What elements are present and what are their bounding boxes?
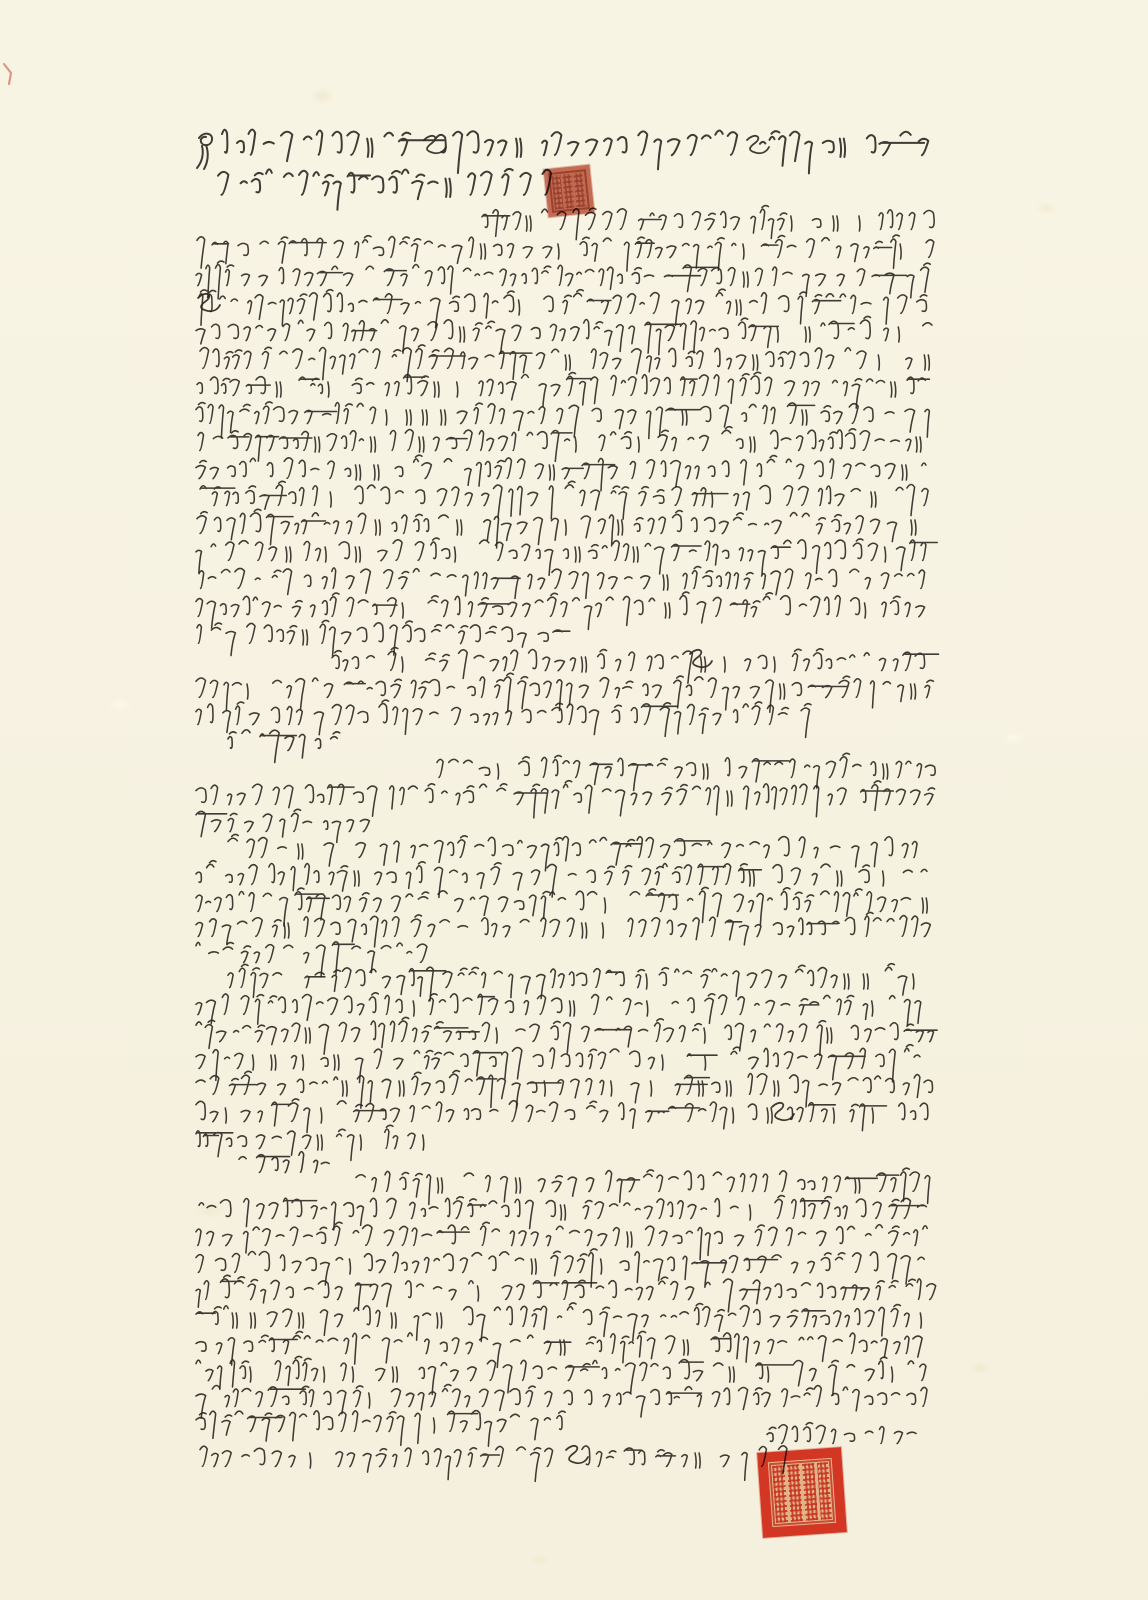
text-line bbox=[228, 964, 914, 1001]
text-line bbox=[196, 261, 930, 299]
text-line bbox=[196, 993, 921, 1025]
text-line bbox=[196, 1411, 565, 1447]
text-line bbox=[196, 809, 369, 842]
vermilion-seal-large bbox=[757, 1447, 847, 1538]
text-line bbox=[356, 1168, 930, 1204]
closing-final-line bbox=[200, 1446, 787, 1482]
text-line bbox=[200, 481, 928, 519]
text-line bbox=[196, 538, 937, 575]
seal-script-glyphs bbox=[772, 1462, 832, 1523]
section-marker-1 bbox=[228, 730, 340, 763]
text-line bbox=[228, 834, 917, 870]
text-line bbox=[196, 1099, 928, 1133]
text-line bbox=[218, 169, 551, 210]
seal-script-glyphs bbox=[551, 172, 586, 209]
section-marker-4 bbox=[239, 1152, 329, 1173]
text-line bbox=[196, 942, 427, 976]
swash-ornament bbox=[772, 1103, 794, 1120]
text-line bbox=[197, 372, 929, 408]
text-line bbox=[196, 1071, 932, 1109]
text-line bbox=[332, 648, 939, 684]
text-line bbox=[228, 730, 340, 763]
edge-mark bbox=[4, 64, 11, 84]
text-line bbox=[196, 861, 927, 898]
text-line bbox=[200, 1446, 787, 1482]
text-line bbox=[196, 673, 933, 712]
text-line bbox=[196, 1045, 920, 1083]
text-line bbox=[200, 345, 929, 382]
swash-ornament bbox=[198, 294, 220, 311]
closing-salutation bbox=[767, 1423, 916, 1444]
body-paragraph-2 bbox=[196, 648, 939, 738]
text-line bbox=[196, 1303, 921, 1342]
section-1-paragraph bbox=[196, 753, 935, 842]
text-line bbox=[199, 1196, 926, 1230]
vermilion-seal-small bbox=[544, 165, 595, 218]
text-line bbox=[196, 455, 926, 491]
text-line bbox=[196, 781, 935, 818]
text-line bbox=[767, 1423, 916, 1444]
text-line bbox=[196, 912, 930, 946]
text-line bbox=[197, 235, 934, 271]
section-2-paragraph bbox=[196, 834, 930, 976]
text-line bbox=[196, 592, 925, 629]
text-line bbox=[198, 427, 921, 462]
text-line bbox=[196, 1125, 424, 1160]
text-line bbox=[196, 887, 927, 925]
text-line bbox=[199, 289, 927, 328]
yig-mgo-ornament bbox=[197, 134, 212, 169]
text-line bbox=[239, 1152, 329, 1173]
text-line bbox=[196, 1249, 924, 1287]
text-line bbox=[196, 1017, 937, 1055]
section-3-paragraph bbox=[196, 964, 937, 1161]
text-line bbox=[196, 1385, 927, 1419]
text-line bbox=[196, 1222, 927, 1259]
swash-ornament bbox=[747, 136, 769, 153]
body-paragraph-1 bbox=[196, 206, 937, 656]
swash-ornament bbox=[566, 1446, 588, 1463]
text-line bbox=[196, 1275, 936, 1312]
swash-ornament bbox=[424, 136, 446, 153]
text-line bbox=[196, 700, 811, 737]
section-4-paragraph bbox=[196, 1168, 936, 1446]
